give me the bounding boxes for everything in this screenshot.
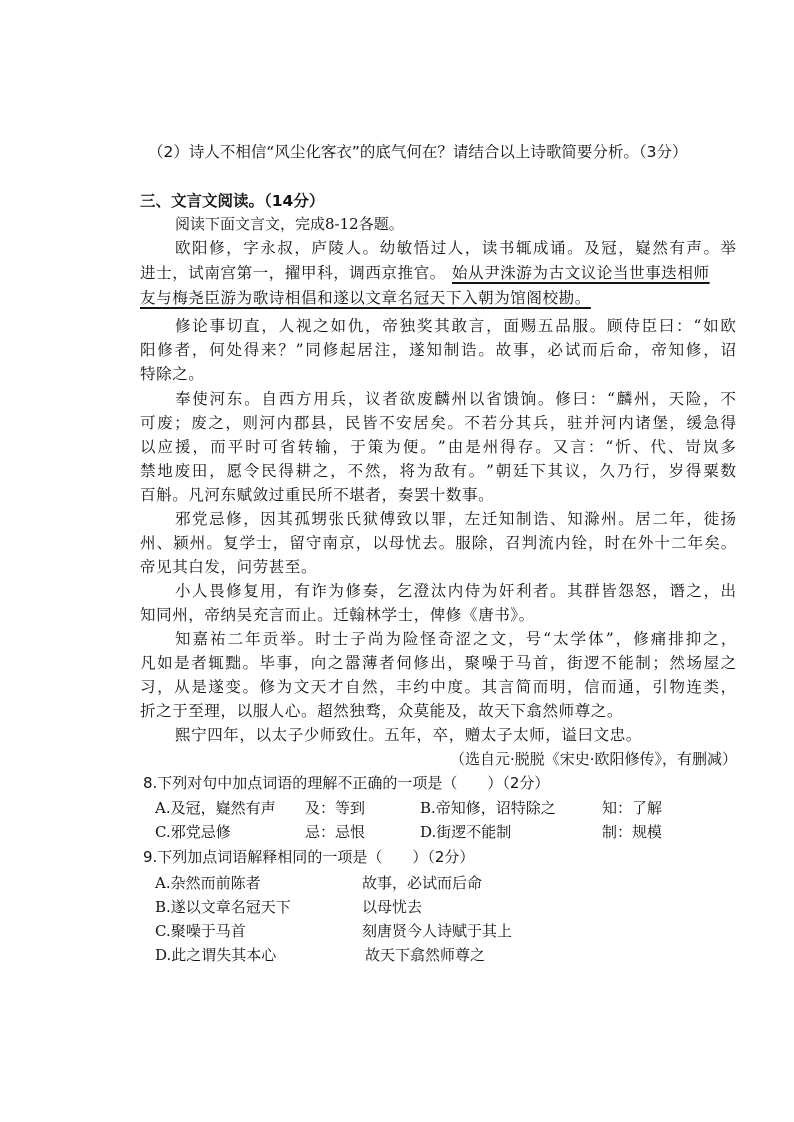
question-7-2: （2）诗人不相信“风尘化客衣”的底气何在？请结合以上诗歌简要分析。（3分） [148, 143, 688, 161]
q8-option-d-gloss: 制：规模 [602, 823, 663, 841]
q8-option-c-gloss: 忌：忌恨 [305, 823, 366, 841]
passage-line: 奉 使 河 东 。 自 西 方 用 兵 ， 议 者 欲 废 麟 州 以 省 馈 饷 。 修 曰 ： “ 麟 州 ， 天 险 ， 不 [175, 390, 737, 408]
q9-option-a[interactable]: A.杂然而前陈者 [155, 874, 261, 892]
passage-line: 以 应 援 ， 而 平 时 可 省 转 输 ， 于 策 为 便 。 ” 由 是 州 得 存 。 又 言 ： “ 忻 、 代 、 岢 岚 多 [140, 438, 737, 456]
passage-line: 修 论 事 切 直 ， 人 视 之 如 仇 ， 帝 独 奖 其 敢 言 ， 面 赐 五 品 服 。 顾 侍 臣 曰 ： “ 如 欧 [175, 317, 737, 335]
passage-line: 习 ， 从 是 遂 变 。 修 为 文 天 才 自 然 ， 丰 约 中 度 。 其 言 简 而 明 ， 信 而 通 ， 引 物 连 类 ， [140, 678, 737, 696]
passage-line: 折之于至理，以服人心。超然独骛，众莫能及，故天下翕然师尊之。 [140, 702, 624, 720]
q8-option-c[interactable]: C.邪党忌修 [155, 823, 231, 841]
passage-line: 州 、 颍 州 。 复 学 士 ， 留 守 南 京 ， 以 母 忧 去 。 服 除 ， 召 判 流 内 铨 ， 时 在 外 十 二 年 矣 。 [140, 534, 737, 552]
question-8-stem: 8.下列对句中加点词语的理解不正确的一项是（ ）（2分） [143, 774, 550, 792]
q9-option-b-pair: 以母忧去 [362, 898, 423, 916]
passage-line: 小 人 畏 修 复 用 ， 有 诈 为 修 奏 ， 乞 澄 汰 内 侍 为 奸 利 者 。 其 群 皆 怨 怒 ， 谮 之 ， 出 [175, 582, 737, 600]
q8-option-b[interactable]: B.帝知修，诏特除之 [420, 799, 556, 817]
passage-line: 知 嘉 祐 二 年 贡 举 。 时 士 子 尚 为 险 怪 奇 涩 之 文 ， 号 “ 太 学 体 ” ， 修 痛 排 抑 之 ， [175, 630, 737, 648]
q9-option-c-pair: 刻唐贤今人诗赋于其上 [362, 922, 513, 940]
passage-line: 进士，试南宫第一，擢甲科，调西京推官。 [140, 264, 446, 282]
passage-line: 欧 阳 修 ， 字 永 叔 ， 庐 陵 人 。 幼 敏 悟 过 人 ， 读 书 辄 成 诵 。 及 冠 ， 嶷 然 有 声 。 举 [175, 239, 737, 257]
q8-option-a-gloss: 及：等到 [305, 799, 366, 817]
section-title: 三、文言文阅读。（14分） [140, 192, 325, 210]
passage-line: 特除之。 [140, 365, 205, 383]
underlined-sentence: 友与梅尧臣游为歌诗相倡和遂以文章名冠天下入朝为馆阁校勘。 [140, 289, 591, 307]
passage-line: 知同州，帝纳吴充言而止。迁翰林学士，俾修《唐书》。 [140, 606, 535, 624]
q9-option-d-pair: 故天下翕然师尊之 [365, 946, 486, 964]
passage-line: 邪 党 忌 修 ， 因 其 孤 甥 张 氏 狱 傅 致 以 罪 ， 左 迁 知 制 诰 、 知 滁 州 。 居 二 年 ， 徙 扬 [175, 510, 737, 528]
q9-option-b[interactable]: B.遂以文章名冠天下 [155, 898, 291, 916]
q8-option-d[interactable]: D.街逻不能制 [420, 823, 512, 841]
question-9-stem: 9.下列加点词语解释相同的一项是（ ）（2分） [143, 848, 475, 866]
underlined-sentence: 始从尹洙游为古文议论当世事迭相师 [452, 264, 710, 282]
q9-option-c[interactable]: C.聚噪于马首 [155, 922, 246, 940]
passage-line: 阳 修 者 ， 何 处 得 来 ？ ” 同 修 起 居 注 ， 遂 知 制 诰 。 故 事 ， 必 试 而 后 命 ， 帝 知 修 ， 诏 [140, 341, 737, 359]
q9-option-a-pair: 故事，必试而后命 [362, 874, 483, 892]
passage-line: 禁 地 废 田 ， 愿 令 民 得 耕 之 ， 不 然 ， 将 为 敌 有 。 ” 朝 廷 下 其 议 ， 久 乃 行 ， 岁 得 粟 数 [140, 462, 737, 480]
q9-option-d[interactable]: D.此之谓失其本心 [155, 946, 277, 964]
passage-line: 凡 如 是 者 辄 黜 。 毕 事 ， 向 之 嚣 薄 者 伺 修 出 ， 聚 噪 于 马 首 ， 街 逻 不 能 制 ； 然 场 屋 之 [140, 654, 737, 672]
q8-option-a[interactable]: A.及冠，嶷然有声 [155, 799, 276, 817]
instruction: 阅读下面文言文，完成8-12各题。 [175, 215, 404, 233]
passage-line: 百斛。凡河东赋敛过重民所不堪者，奏罢十数事。 [140, 486, 495, 504]
q8-option-b-gloss: 知：了解 [602, 799, 663, 817]
passage-line: 可 废 ； 废 之 ， 则 河 内 郡 县 ， 民 皆 不 安 居 矣 。 不 若 分 其 兵 ， 驻 并 河 内 诸 堡 ， 缓 急 得 [140, 414, 737, 432]
source-citation: （选自元·脱脱《宋史·欧阳修传》，有删减） [449, 750, 737, 768]
passage-line: 熙宁四年，以太子少师致仕。五年，卒，赠太子太师，谥曰文忠。 [175, 726, 642, 744]
passage-line: 帝见其白发，问劳甚至。 [140, 558, 318, 576]
